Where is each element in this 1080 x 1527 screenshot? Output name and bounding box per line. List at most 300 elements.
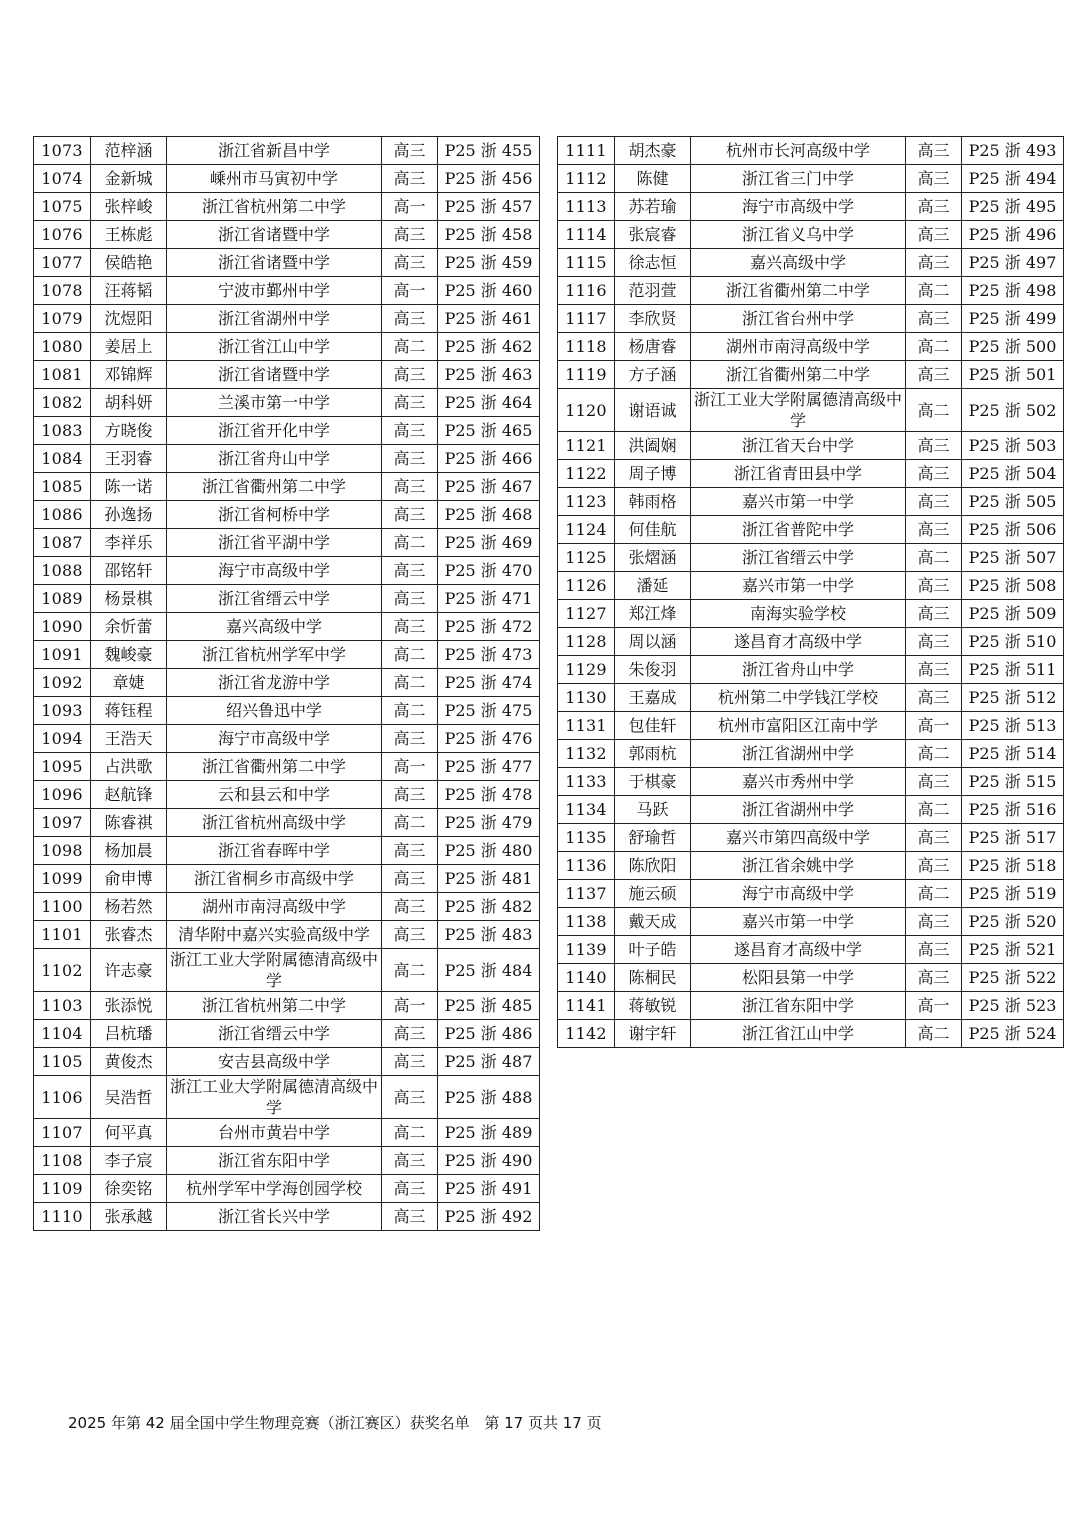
certificate-number-cell: P25 浙 495 <box>962 193 1064 221</box>
student-name-cell: 范羽萱 <box>615 277 691 305</box>
student-name-cell: 杨加晨 <box>91 837 167 865</box>
certificate-number-cell: P25 浙 497 <box>962 249 1064 277</box>
school-name-cell: 浙江省平湖中学 <box>167 529 382 557</box>
school-name-cell: 云和县云和中学 <box>167 781 382 809</box>
row-number-cell: 1121 <box>558 432 615 460</box>
row-number-cell: 1084 <box>34 445 91 473</box>
student-name-cell: 郭雨杭 <box>615 740 691 768</box>
row-number-cell: 1082 <box>34 389 91 417</box>
grade-cell: 高二 <box>906 740 962 768</box>
table-row <box>34 501 540 529</box>
table-row <box>558 908 1064 936</box>
certificate-number-cell: P25 浙 477 <box>438 753 540 781</box>
grade-cell: 高三 <box>906 460 962 488</box>
grade-cell: 高三 <box>382 585 438 613</box>
table-row <box>34 1203 540 1231</box>
school-name-cell: 湖州市南浔高级中学 <box>167 893 382 921</box>
school-name-cell: 浙江省湖州中学 <box>691 796 906 824</box>
student-name-cell: 魏峻豪 <box>91 641 167 669</box>
certificate-number-cell: P25 浙 520 <box>962 908 1064 936</box>
school-name-cell: 浙江省杭州学军中学 <box>167 641 382 669</box>
table-row <box>34 221 540 249</box>
table-row <box>34 921 540 949</box>
certificate-number-cell: P25 浙 462 <box>438 333 540 361</box>
certificate-number-cell: P25 浙 498 <box>962 277 1064 305</box>
student-name-cell: 黄俊杰 <box>91 1048 167 1076</box>
grade-cell: 高三 <box>382 137 438 165</box>
school-name-cell: 台州市黄岩中学 <box>167 1119 382 1147</box>
school-name-cell: 浙江省缙云中学 <box>167 585 382 613</box>
certificate-number-cell: P25 浙 499 <box>962 305 1064 333</box>
table-row <box>558 460 1064 488</box>
school-name-cell: 杭州市长河高级中学 <box>691 137 906 165</box>
certificate-number-cell: P25 浙 504 <box>962 460 1064 488</box>
row-number-cell: 1083 <box>34 417 91 445</box>
row-number-cell: 1115 <box>558 249 615 277</box>
certificate-number-cell: P25 浙 455 <box>438 137 540 165</box>
certificate-number-cell: P25 浙 474 <box>438 669 540 697</box>
table-row <box>34 893 540 921</box>
school-name-cell: 嘉兴市第一中学 <box>691 572 906 600</box>
grade-cell: 高二 <box>382 333 438 361</box>
student-name-cell: 陈睿祺 <box>91 809 167 837</box>
student-name-cell: 徐奕铭 <box>91 1175 167 1203</box>
row-number-cell: 1134 <box>558 796 615 824</box>
grade-cell: 高一 <box>382 753 438 781</box>
student-name-cell: 王浩天 <box>91 725 167 753</box>
student-name-cell: 陈健 <box>615 165 691 193</box>
row-number-cell: 1080 <box>34 333 91 361</box>
grade-cell: 高一 <box>906 712 962 740</box>
student-name-cell: 李子宸 <box>91 1147 167 1175</box>
table-row <box>558 712 1064 740</box>
table-row <box>558 684 1064 712</box>
grade-cell: 高三 <box>906 600 962 628</box>
row-number-cell: 1078 <box>34 277 91 305</box>
grade-cell: 高二 <box>382 809 438 837</box>
table-row <box>34 865 540 893</box>
student-name-cell: 谢宇轩 <box>615 1020 691 1048</box>
row-number-cell: 1125 <box>558 544 615 572</box>
school-name-cell: 浙江省义乌中学 <box>691 221 906 249</box>
certificate-number-cell: P25 浙 466 <box>438 445 540 473</box>
school-name-cell: 嘉兴市第一中学 <box>691 908 906 936</box>
grade-cell: 高三 <box>906 432 962 460</box>
student-name-cell: 于棋豪 <box>615 768 691 796</box>
certificate-number-cell: P25 浙 513 <box>962 712 1064 740</box>
student-name-cell: 潘延 <box>615 572 691 600</box>
school-name-cell: 兰溪市第一中学 <box>167 389 382 417</box>
grade-cell: 高二 <box>382 949 438 992</box>
student-name-cell: 占洪歌 <box>91 753 167 781</box>
certificate-number-cell: P25 浙 465 <box>438 417 540 445</box>
student-name-cell: 朱俊羽 <box>615 656 691 684</box>
certificate-number-cell: P25 浙 469 <box>438 529 540 557</box>
table-row <box>558 333 1064 361</box>
award-table-right <box>557 136 1064 1048</box>
row-number-cell: 1119 <box>558 361 615 389</box>
school-name-cell: 清华附中嘉兴实验高级中学 <box>167 921 382 949</box>
student-name-cell: 李祥乐 <box>91 529 167 557</box>
grade-cell: 高三 <box>906 249 962 277</box>
student-name-cell: 章婕 <box>91 669 167 697</box>
row-number-cell: 1123 <box>558 488 615 516</box>
table-row <box>558 936 1064 964</box>
school-name-cell: 浙江省柯桥中学 <box>167 501 382 529</box>
certificate-number-cell: P25 浙 482 <box>438 893 540 921</box>
grade-cell: 高三 <box>382 1203 438 1231</box>
certificate-number-cell: P25 浙 491 <box>438 1175 540 1203</box>
row-number-cell: 1135 <box>558 824 615 852</box>
row-number-cell: 1126 <box>558 572 615 600</box>
school-name-cell: 浙江省缙云中学 <box>167 1020 382 1048</box>
row-number-cell: 1090 <box>34 613 91 641</box>
school-name-cell: 松阳县第一中学 <box>691 964 906 992</box>
certificate-number-cell: P25 浙 506 <box>962 516 1064 544</box>
grade-cell: 高二 <box>382 669 438 697</box>
row-number-cell: 1124 <box>558 516 615 544</box>
student-name-cell: 舒瑜哲 <box>615 824 691 852</box>
school-name-cell: 嘉兴市秀州中学 <box>691 768 906 796</box>
grade-cell: 高二 <box>906 880 962 908</box>
school-name-cell: 浙江省衢州第二中学 <box>167 753 382 781</box>
grade-cell: 高三 <box>906 768 962 796</box>
table-row <box>34 417 540 445</box>
student-name-cell: 洪阖娴 <box>615 432 691 460</box>
row-number-cell: 1091 <box>34 641 91 669</box>
row-number-cell: 1096 <box>34 781 91 809</box>
table-row <box>558 880 1064 908</box>
footer-title: 2025 年第 42 届全国中学生物理竞赛（浙江赛区）获奖名单 <box>68 1414 470 1432</box>
table-row <box>558 572 1064 600</box>
row-number-cell: 1133 <box>558 768 615 796</box>
student-name-cell: 邓锦辉 <box>91 361 167 389</box>
row-number-cell: 1140 <box>558 964 615 992</box>
table-row <box>558 516 1064 544</box>
student-name-cell: 胡杰豪 <box>615 137 691 165</box>
student-name-cell: 叶子皓 <box>615 936 691 964</box>
student-name-cell: 张添悦 <box>91 992 167 1020</box>
row-number-cell: 1095 <box>34 753 91 781</box>
student-name-cell: 赵航锋 <box>91 781 167 809</box>
student-name-cell: 陈欣阳 <box>615 852 691 880</box>
grade-cell: 高三 <box>906 193 962 221</box>
row-number-cell: 1136 <box>558 852 615 880</box>
table-row <box>34 613 540 641</box>
table-row <box>34 837 540 865</box>
student-name-cell: 韩雨格 <box>615 488 691 516</box>
certificate-number-cell: P25 浙 500 <box>962 333 1064 361</box>
row-number-cell: 1131 <box>558 712 615 740</box>
school-name-cell: 杭州第二中学钱江学校 <box>691 684 906 712</box>
school-name-cell: 杭州学军中学海创园学校 <box>167 1175 382 1203</box>
certificate-number-cell: P25 浙 488 <box>438 1076 540 1119</box>
row-number-cell: 1077 <box>34 249 91 277</box>
student-name-cell: 李欣贤 <box>615 305 691 333</box>
table-row <box>34 445 540 473</box>
school-name-cell: 嘉兴市第一中学 <box>691 488 906 516</box>
certificate-number-cell: P25 浙 496 <box>962 221 1064 249</box>
school-name-cell: 浙江工业大学附属德清高级中学 <box>167 949 382 992</box>
certificate-number-cell: P25 浙 501 <box>962 361 1064 389</box>
table-row <box>34 137 540 165</box>
row-number-cell: 1110 <box>34 1203 91 1231</box>
grade-cell: 高三 <box>382 361 438 389</box>
grade-cell: 高三 <box>906 488 962 516</box>
row-number-cell: 1076 <box>34 221 91 249</box>
row-number-cell: 1086 <box>34 501 91 529</box>
student-name-cell: 沈煜阳 <box>91 305 167 333</box>
table-row <box>34 669 540 697</box>
student-name-cell: 包佳轩 <box>615 712 691 740</box>
student-name-cell: 郑江烽 <box>615 600 691 628</box>
student-name-cell: 蒋钰程 <box>91 697 167 725</box>
table-row <box>558 432 1064 460</box>
table-row <box>558 796 1064 824</box>
table-row <box>558 249 1064 277</box>
student-name-cell: 金新城 <box>91 165 167 193</box>
student-name-cell: 蒋敏锐 <box>615 992 691 1020</box>
row-number-cell: 1138 <box>558 908 615 936</box>
certificate-number-cell: P25 浙 505 <box>962 488 1064 516</box>
certificate-number-cell: P25 浙 503 <box>962 432 1064 460</box>
school-name-cell: 海宁市高级中学 <box>691 880 906 908</box>
school-name-cell: 浙江省杭州第二中学 <box>167 992 382 1020</box>
row-number-cell: 1111 <box>558 137 615 165</box>
certificate-number-cell: P25 浙 490 <box>438 1147 540 1175</box>
grade-cell: 高三 <box>906 656 962 684</box>
row-number-cell: 1127 <box>558 600 615 628</box>
student-name-cell: 杨唐睿 <box>615 333 691 361</box>
table-row <box>34 753 540 781</box>
certificate-number-cell: P25 浙 521 <box>962 936 1064 964</box>
school-name-cell: 浙江省杭州第二中学 <box>167 193 382 221</box>
student-name-cell: 戴天成 <box>615 908 691 936</box>
student-name-cell: 周以涵 <box>615 628 691 656</box>
certificate-number-cell: P25 浙 460 <box>438 277 540 305</box>
table-row <box>558 305 1064 333</box>
row-number-cell: 1098 <box>34 837 91 865</box>
grade-cell: 高三 <box>382 725 438 753</box>
school-name-cell: 安吉县高级中学 <box>167 1048 382 1076</box>
student-name-cell: 范梓涵 <box>91 137 167 165</box>
certificate-number-cell: P25 浙 524 <box>962 1020 1064 1048</box>
table-row <box>34 333 540 361</box>
row-number-cell: 1141 <box>558 992 615 1020</box>
student-name-cell: 姜居上 <box>91 333 167 361</box>
certificate-number-cell: P25 浙 519 <box>962 880 1064 908</box>
grade-cell: 高三 <box>906 964 962 992</box>
grade-cell: 高三 <box>906 824 962 852</box>
table-row <box>558 137 1064 165</box>
school-name-cell: 浙江省龙游中学 <box>167 669 382 697</box>
table-row <box>558 768 1064 796</box>
certificate-number-cell: P25 浙 458 <box>438 221 540 249</box>
student-name-cell: 周子博 <box>615 460 691 488</box>
school-name-cell: 浙江省长兴中学 <box>167 1203 382 1231</box>
student-name-cell: 施云硕 <box>615 880 691 908</box>
row-number-cell: 1100 <box>34 893 91 921</box>
table-row <box>34 1147 540 1175</box>
school-name-cell: 绍兴鲁迅中学 <box>167 697 382 725</box>
student-name-cell: 苏若瑜 <box>615 193 691 221</box>
grade-cell: 高三 <box>382 1020 438 1048</box>
school-name-cell: 浙江工业大学附属德清高级中学 <box>691 389 906 432</box>
school-name-cell: 嘉兴高级中学 <box>691 249 906 277</box>
student-name-cell: 吴浩哲 <box>91 1076 167 1119</box>
table-row <box>558 1020 1064 1048</box>
school-name-cell: 遂昌育才高级中学 <box>691 936 906 964</box>
certificate-number-cell: P25 浙 522 <box>962 964 1064 992</box>
row-number-cell: 1089 <box>34 585 91 613</box>
school-name-cell: 浙江省青田县中学 <box>691 460 906 488</box>
student-name-cell: 许志豪 <box>91 949 167 992</box>
row-number-cell: 1081 <box>34 361 91 389</box>
school-name-cell: 浙江省舟山中学 <box>691 656 906 684</box>
school-name-cell: 浙江省湖州中学 <box>691 740 906 768</box>
school-name-cell: 浙江省缙云中学 <box>691 544 906 572</box>
certificate-number-cell: P25 浙 471 <box>438 585 540 613</box>
row-number-cell: 1112 <box>558 165 615 193</box>
certificate-number-cell: P25 浙 523 <box>962 992 1064 1020</box>
row-number-cell: 1137 <box>558 880 615 908</box>
certificate-number-cell: P25 浙 512 <box>962 684 1064 712</box>
grade-cell: 高三 <box>382 1076 438 1119</box>
grade-cell: 高二 <box>906 796 962 824</box>
school-name-cell: 浙江省江山中学 <box>167 333 382 361</box>
student-name-cell: 方晓俊 <box>91 417 167 445</box>
row-number-cell: 1113 <box>558 193 615 221</box>
grade-cell: 高三 <box>382 837 438 865</box>
table-row <box>558 221 1064 249</box>
grade-cell: 高三 <box>906 361 962 389</box>
grade-cell: 高三 <box>906 516 962 544</box>
student-name-cell: 俞申博 <box>91 865 167 893</box>
table-row <box>34 165 540 193</box>
certificate-number-cell: P25 浙 511 <box>962 656 1064 684</box>
table-row <box>558 852 1064 880</box>
table-row <box>34 1175 540 1203</box>
school-name-cell: 海宁市高级中学 <box>167 725 382 753</box>
table-row <box>34 1076 540 1119</box>
school-name-cell: 宁波市鄞州中学 <box>167 277 382 305</box>
school-name-cell: 浙江省衢州第二中学 <box>691 361 906 389</box>
certificate-number-cell: P25 浙 470 <box>438 557 540 585</box>
certificate-number-cell: P25 浙 480 <box>438 837 540 865</box>
grade-cell: 高三 <box>382 389 438 417</box>
row-number-cell: 1118 <box>558 333 615 361</box>
grade-cell: 高一 <box>382 193 438 221</box>
grade-cell: 高二 <box>382 1119 438 1147</box>
grade-cell: 高三 <box>382 781 438 809</box>
table-row <box>558 992 1064 1020</box>
certificate-number-cell: P25 浙 459 <box>438 249 540 277</box>
row-number-cell: 1139 <box>558 936 615 964</box>
row-number-cell: 1085 <box>34 473 91 501</box>
table-row <box>34 277 540 305</box>
table-row <box>558 389 1064 432</box>
school-name-cell: 浙江省余姚中学 <box>691 852 906 880</box>
certificate-number-cell: P25 浙 463 <box>438 361 540 389</box>
grade-cell: 高三 <box>382 473 438 501</box>
row-number-cell: 1107 <box>34 1119 91 1147</box>
school-name-cell: 南海实验学校 <box>691 600 906 628</box>
student-name-cell: 张梓峻 <box>91 193 167 221</box>
row-number-cell: 1105 <box>34 1048 91 1076</box>
row-number-cell: 1101 <box>34 921 91 949</box>
row-number-cell: 1132 <box>558 740 615 768</box>
grade-cell: 高三 <box>906 137 962 165</box>
row-number-cell: 1099 <box>34 865 91 893</box>
table-row <box>558 193 1064 221</box>
certificate-number-cell: P25 浙 509 <box>962 600 1064 628</box>
grade-cell: 高二 <box>382 641 438 669</box>
table-row <box>558 628 1064 656</box>
row-number-cell: 1087 <box>34 529 91 557</box>
row-number-cell: 1074 <box>34 165 91 193</box>
school-name-cell: 浙江省杭州高级中学 <box>167 809 382 837</box>
student-name-cell: 杨若然 <box>91 893 167 921</box>
table-row <box>558 165 1064 193</box>
school-name-cell: 浙江省桐乡市高级中学 <box>167 865 382 893</box>
certificate-number-cell: P25 浙 508 <box>962 572 1064 600</box>
table-row <box>558 361 1064 389</box>
student-name-cell: 侯皓艳 <box>91 249 167 277</box>
table-row <box>34 557 540 585</box>
school-name-cell: 嘉兴高级中学 <box>167 613 382 641</box>
grade-cell: 高三 <box>382 1048 438 1076</box>
table-row <box>558 656 1064 684</box>
page-footer <box>68 1412 602 1433</box>
certificate-number-cell: P25 浙 484 <box>438 949 540 992</box>
student-name-cell: 胡科妍 <box>91 389 167 417</box>
certificate-number-cell: P25 浙 493 <box>962 137 1064 165</box>
grade-cell: 高三 <box>906 165 962 193</box>
row-number-cell: 1128 <box>558 628 615 656</box>
certificate-number-cell: P25 浙 485 <box>438 992 540 1020</box>
row-number-cell: 1073 <box>34 137 91 165</box>
certificate-number-cell: P25 浙 461 <box>438 305 540 333</box>
table-row <box>558 544 1064 572</box>
grade-cell: 高一 <box>906 992 962 1020</box>
table-row <box>34 992 540 1020</box>
certificate-number-cell: P25 浙 510 <box>962 628 1064 656</box>
student-name-cell: 马跃 <box>615 796 691 824</box>
table-row <box>34 641 540 669</box>
grade-cell: 高三 <box>382 557 438 585</box>
table-row <box>34 781 540 809</box>
school-name-cell: 浙江省衢州第二中学 <box>691 277 906 305</box>
grade-cell: 高三 <box>906 305 962 333</box>
row-number-cell: 1088 <box>34 557 91 585</box>
certificate-number-cell: P25 浙 514 <box>962 740 1064 768</box>
grade-cell: 高二 <box>906 544 962 572</box>
table-row <box>34 473 540 501</box>
student-name-cell: 张宸睿 <box>615 221 691 249</box>
student-name-cell: 王嘉成 <box>615 684 691 712</box>
certificate-number-cell: P25 浙 516 <box>962 796 1064 824</box>
certificate-number-cell: P25 浙 489 <box>438 1119 540 1147</box>
school-name-cell: 浙江省诸暨中学 <box>167 221 382 249</box>
table-row <box>34 1020 540 1048</box>
school-name-cell: 海宁市高级中学 <box>691 193 906 221</box>
certificate-number-cell: P25 浙 457 <box>438 193 540 221</box>
grade-cell: 高三 <box>382 865 438 893</box>
row-number-cell: 1129 <box>558 656 615 684</box>
table-row <box>34 585 540 613</box>
award-table-left <box>33 136 540 1231</box>
student-name-cell: 陈一诺 <box>91 473 167 501</box>
